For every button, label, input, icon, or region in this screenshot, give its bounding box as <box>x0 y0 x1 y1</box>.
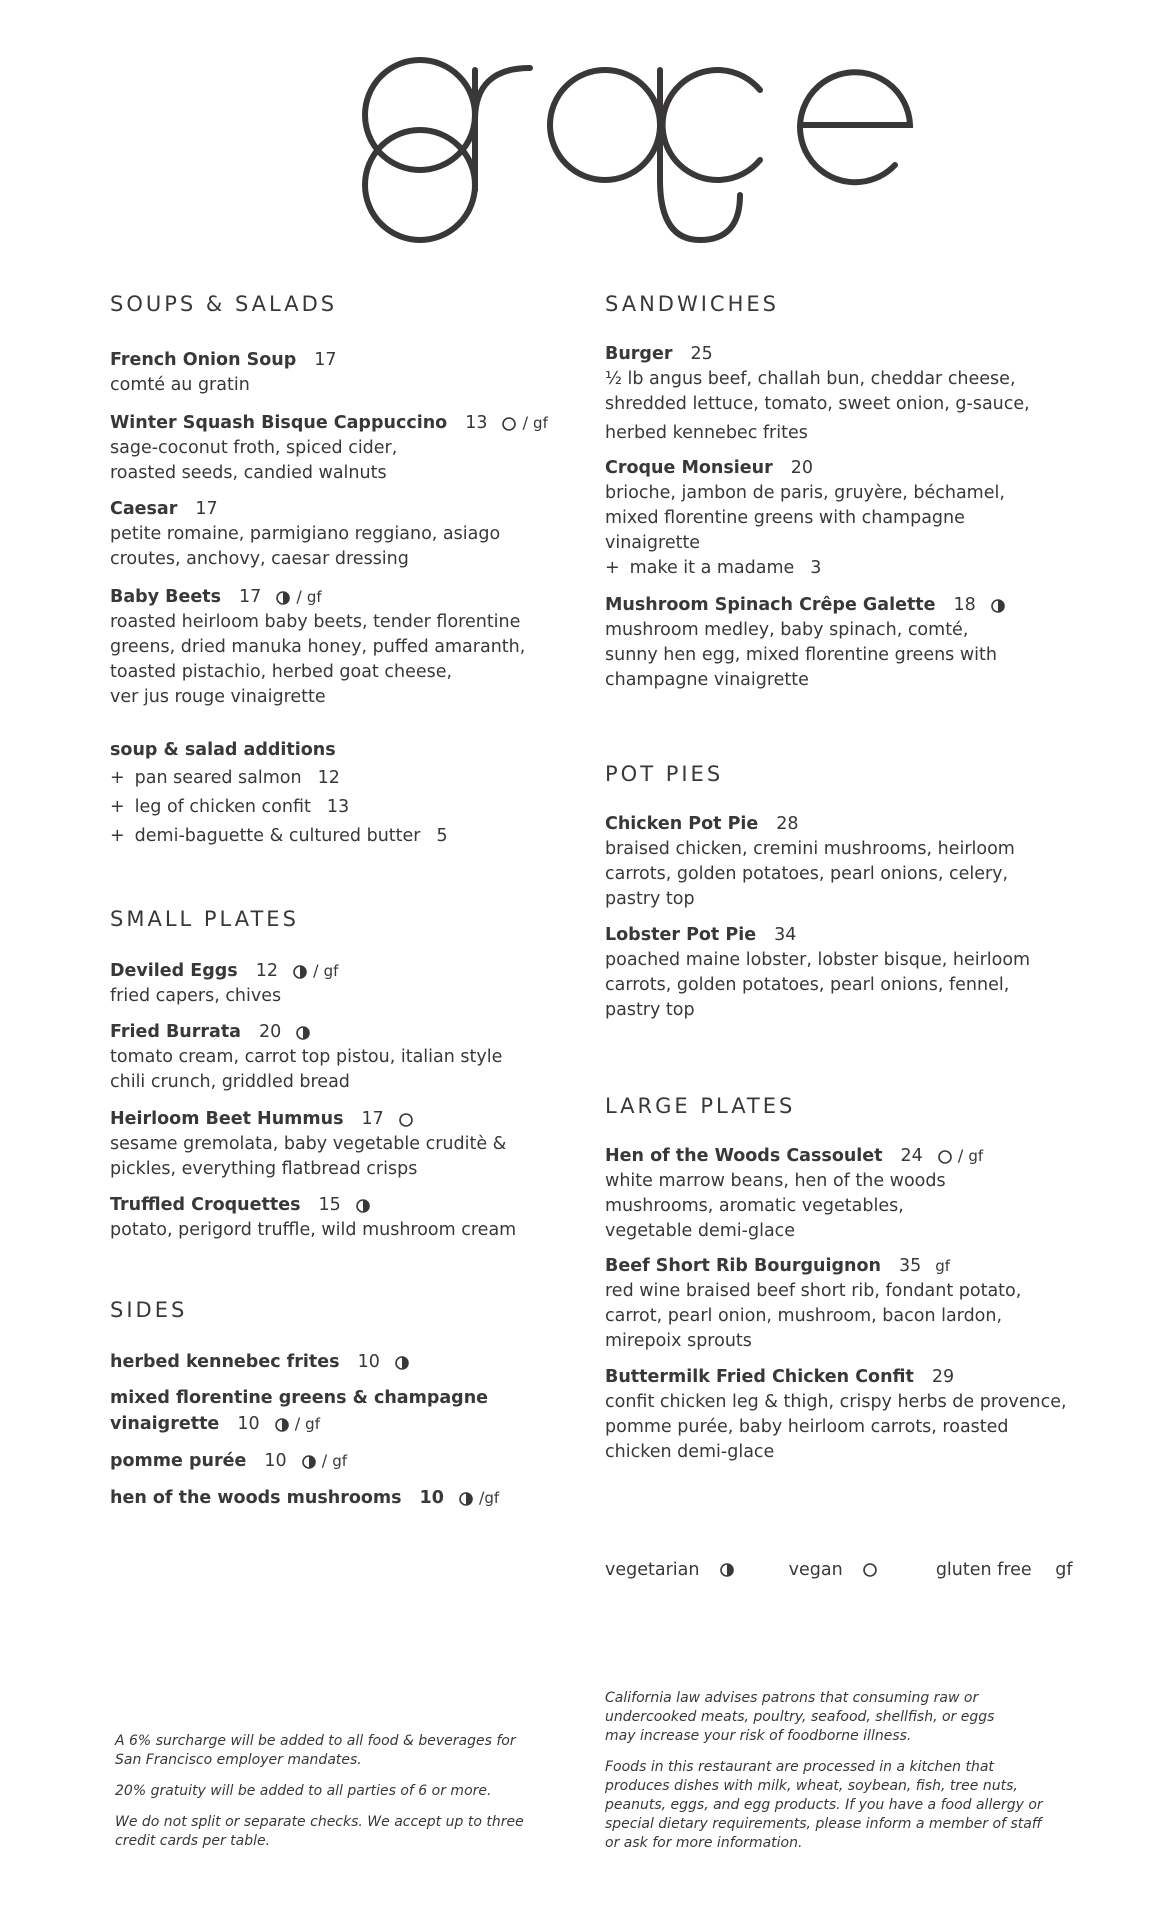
vegetarian-icon <box>990 598 1006 614</box>
legend-vegan-label: vegan <box>788 1560 843 1580</box>
vegetarian-icon <box>719 1562 735 1578</box>
vegan-icon <box>398 1112 414 1128</box>
menu-item-caesar: Caesar 17 petite romaine, parmigiano reggiano, asiago croutes, anchovy, caesar dressing <box>110 499 501 569</box>
menu-item-deviled-eggs: Deviled Eggs 12 / gf fried capers, chives <box>110 961 339 1006</box>
diet-tags <box>355 1195 371 1214</box>
vegetarian-icon <box>295 1025 311 1041</box>
gluten-free-tag: gf <box>968 1147 984 1165</box>
menu-item-burger: Burger 25 ½ lb angus beef, challah bun, cheddar cheese, shredded lettuce, tomato, sweet onion, g-sauce, herbed kennebec frites <box>605 344 1030 443</box>
section-title-sides: SIDES <box>110 1298 188 1322</box>
side-herbed-kennebec-frites: herbed kennebec frites 10 <box>110 1349 550 1375</box>
diet-tags <box>990 595 1006 614</box>
diet-tags: / gf <box>301 1451 347 1470</box>
menu-item-mushroom-spinach-crepe-galette: Mushroom Spinach Crêpe Galette 18 mushroom medley, baby spinach, comté, sunny hen egg, mixed florentine greens with champagne vinaigrette <box>605 592 1075 693</box>
diet-tags: / gf <box>937 1146 983 1165</box>
gluten-free-tag: gf <box>935 1257 951 1275</box>
vegetarian-icon <box>292 964 308 980</box>
menu-item-buttermilk-fried-chicken-confit: Buttermilk Fried Chicken Confit 29 confit chicken leg & thigh, crispy herbs de provence, pomme purée, baby heirloom carrots, roasted chicken demi-glace <box>605 1367 1067 1462</box>
diet-tags: / gf <box>501 413 547 432</box>
side-mixed-florentine-greens: mixed florentine greens & champagne vinaigrette 10 / gf <box>110 1388 489 1434</box>
legend-gluten-free-label: gluten free <box>935 1560 1032 1580</box>
additions-heading: soup & salad additions <box>110 740 336 760</box>
dietary-legend <box>605 1560 1073 1580</box>
diet-tags: /gf <box>458 1488 499 1507</box>
vegan-icon <box>862 1562 878 1578</box>
section-title-soups-salads: SOUPS & SALADS <box>110 292 338 316</box>
vegan-icon <box>501 416 517 432</box>
gluten-free-tag: gf <box>332 1452 348 1470</box>
menu-item-beef-short-rib-bourguignon: Beef Short Rib Bourguignon 35 gf red wine braised beef short rib, fondant potato, carrot, pearl onion, mushroom, bacon lardon, mirepoix sprouts <box>605 1256 1022 1351</box>
section-title-small-plates: SMALL PLATES <box>110 907 299 931</box>
side-pomme-puree: pomme purée 10 / gf <box>110 1451 348 1471</box>
menu-item-heirloom-beet-hummus: Heirloom Beet Hummus 17 sesame gremolata, baby vegetable cruditè & pickles, everything flatbread crisps <box>110 1109 507 1179</box>
vegetarian-icon <box>301 1454 317 1470</box>
vegan-icon <box>937 1149 953 1165</box>
gluten-free-tag: gf <box>306 588 322 606</box>
legend-gf-abbrev: gf <box>1055 1560 1073 1580</box>
side-hen-of-the-woods-mushrooms: hen of the woods mushrooms 10 /gf <box>110 1488 500 1508</box>
menu-item-winter-squash-bisque: Winter Squash Bisque Cappuccino 13 / gf sage-coconut froth, spiced cider, roasted seeds, candied walnuts <box>110 413 548 483</box>
fine-print-right: California law advises patrons that consuming raw or undercooked meats, poultry, seafood, shellfish, or eggs may increase your risk of foodborne illness. Foods in this restaurant are processed in a kitchen that produces dishes with milk, wheat, soybean, fish, tree nuts, peanuts, eggs, and egg products. If you have a food allergy or special dietary requirements, please inform a member of staff or ask for more information. <box>605 1690 1043 1851</box>
addition-demi-baguette: + demi-baguette & cultured butter 5 <box>110 826 448 846</box>
section-title-pot-pies: POT PIES <box>605 762 724 786</box>
menu-item-truffled-croquettes: Truffled Croquettes 15 potato, perigord truffle, wild mushroom cream <box>110 1195 517 1240</box>
menu-item-chicken-pot-pie: Chicken Pot Pie 28 braised chicken, cremini mushrooms, heirloom carrots, golden potatoes, pearl onions, celery, pastry top <box>605 814 1015 909</box>
diet-tags: / gf <box>275 587 321 606</box>
gluten-free-tag: gf <box>484 1489 500 1507</box>
vegetarian-icon <box>355 1198 371 1214</box>
grace-logo <box>0 50 1166 250</box>
section-title-large-plates: LARGE PLATES <box>605 1094 796 1118</box>
madame-addon: + make it a madame 3 <box>605 558 822 578</box>
menu-item-hen-of-the-woods-cassoulet: Hen of the Woods Cassoulet 24 / gf white marrow beans, hen of the woods mushrooms, aromatic vegetables, vegetable demi-glace <box>605 1146 984 1241</box>
diet-tags <box>295 1022 311 1041</box>
gluten-free-tag: gf <box>323 962 339 980</box>
menu-item-baby-beets: Baby Beets 17 / gf roasted heirloom baby beets, tender florentine greens, dried manuka honey, puffed amaranth, toasted pistachio, herbed goat cheese, ver jus rouge vinaigrette <box>110 587 526 707</box>
vegetarian-icon <box>275 590 291 606</box>
menu-item-lobster-pot-pie: Lobster Pot Pie 34 poached maine lobster, lobster bisque, heirloom carrots, golden potatoes, pearl onions, fennel, pastry top <box>605 925 1031 1020</box>
menu-item-croque-monsieur: Croque Monsieur 20 brioche, jambon de paris, gruyère, béchamel, mixed florentine greens with champagne vinaigrette + make it a madame 3 <box>605 456 1075 581</box>
diet-tags <box>394 1352 410 1371</box>
vegetarian-icon <box>458 1491 474 1507</box>
vegetarian-icon <box>394 1355 410 1371</box>
legend-vegetarian-label: vegetarian <box>605 1560 700 1580</box>
menu-item-fried-burrata: Fried Burrata 20 tomato cream, carrot top pistou, italian style chili crunch, griddled bread <box>110 1022 503 1092</box>
diet-tags: / gf <box>292 961 338 980</box>
diet-tags <box>398 1109 414 1128</box>
menu-item-french-onion-soup: French Onion Soup 17 comté au gratin <box>110 350 337 395</box>
gluten-free-tag: gf <box>305 1415 320 1433</box>
gluten-free-tag: gf <box>533 414 548 432</box>
fine-print-left: A 6% surcharge will be added to all food & beverages for San Francisco employer mandates. 20% gratuity will be added to all parties of 6 or more. We do not split or separate checks. We accept up to three credit cards per table. <box>115 1733 524 1849</box>
addition-leg-of-chicken-confit: + leg of chicken confit 13 <box>110 797 350 817</box>
diet-tags: / gf <box>274 1414 320 1433</box>
addition-pan-seared-salmon: + pan seared salmon 12 <box>110 768 340 788</box>
vegetarian-icon <box>274 1417 290 1433</box>
section-title-sandwiches: SANDWICHES <box>605 292 779 316</box>
